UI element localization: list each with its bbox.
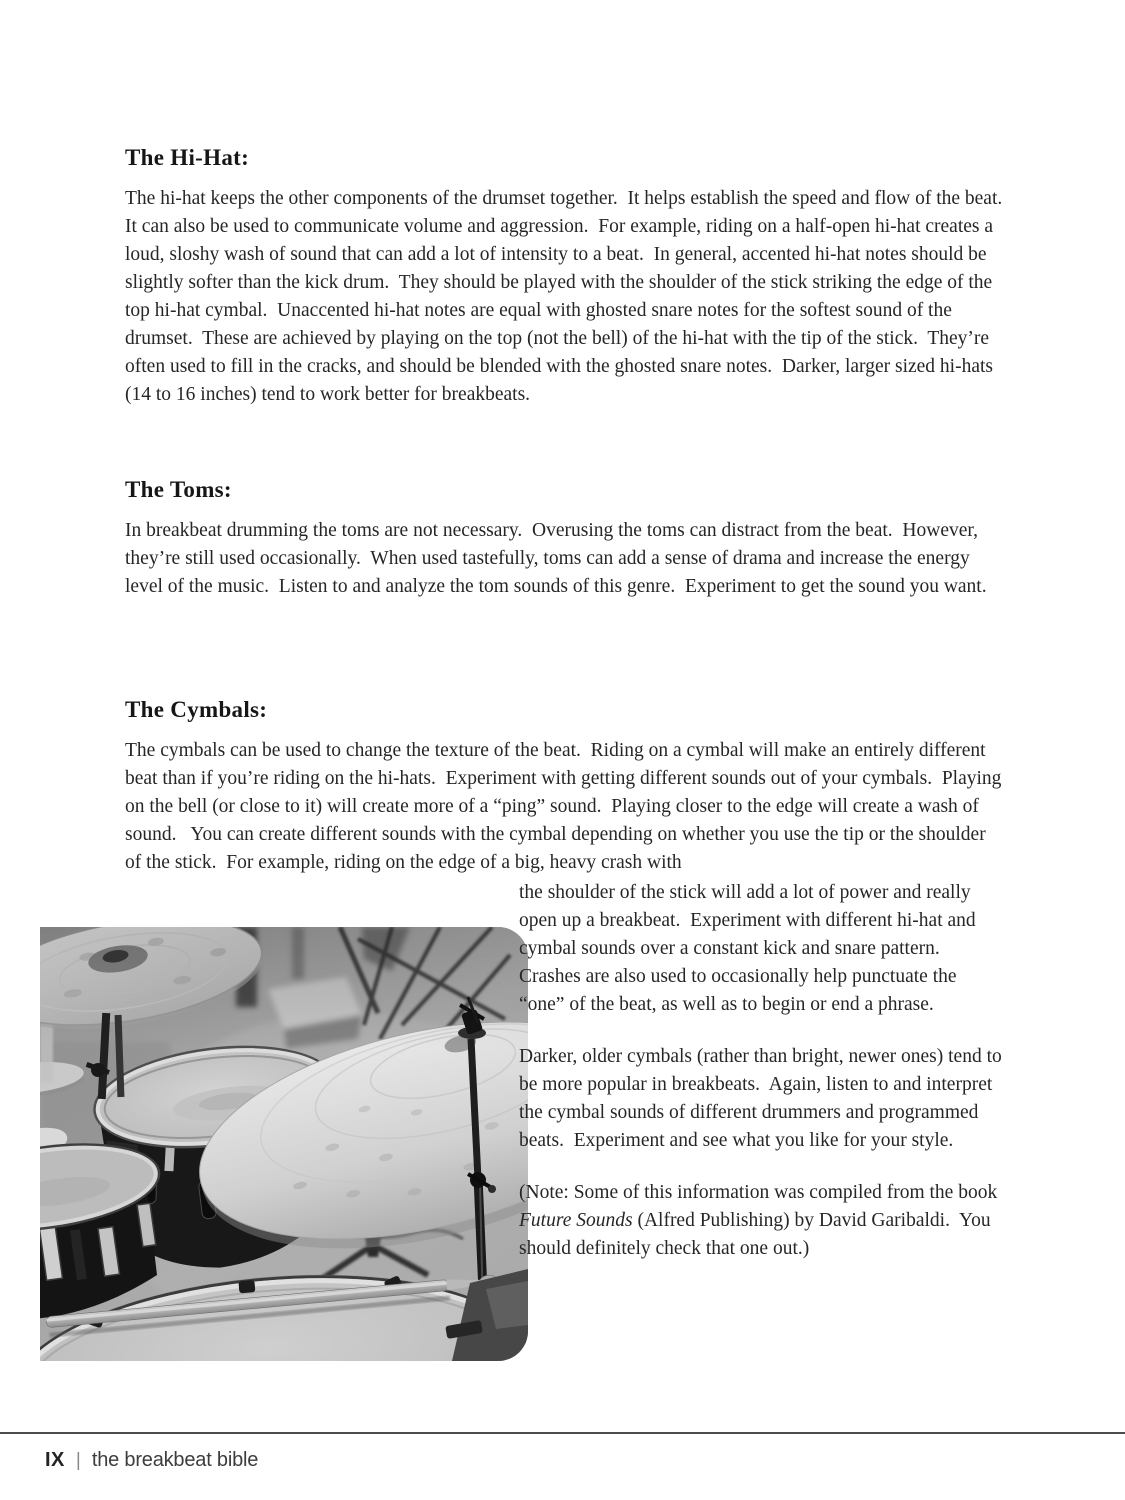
cymbals-wrap-paragraph-2: Darker, older cymbals (rather than bright, newer ones) tend to be more popular in breakbeats. Again, listen to and interpret the cymbal sounds of different drummers and programmed beats. Experiment and see what you like for your style. — [519, 1046, 1007, 1151]
cymbals-wrap-paragraph-1: the shoulder of the stick will add a lot of power and really open up a breakbeat. Experiment with different hi-hat and cymbal sounds over a constant kick and snare pattern. Crashes are also used to occasionally help punctuate the “one” of the beat, as well as to begin or end a phrase. — [519, 882, 981, 1015]
photo-vignette — [40, 927, 528, 1361]
section-hi-hat — [125, 143, 1013, 409]
note-text-before: (Note: Some of this information was compiled from the book — [519, 1182, 1003, 1203]
footer-separator: | — [75, 1450, 81, 1471]
cymbals-wrap-column — [519, 879, 1007, 1263]
section-body-hi-hat: The hi-hat keeps the other components of the drumset together. It helps establish the speed and flow of the beat. It can also be used to communicate volume and aggression. For example, riding on a half-open hi-hat creates a loud, sloshy wash of sound that can add a lot of intensity to a beat. In general, accented hi-hat notes should be slightly softer than the kick drum. They should be played with the shoulder of the stick striking the edge of the top hi-hat cymbal. Unaccented hi-hat notes are equal with ghosted snare notes for the softest sound of the drumset. These are achieved by playing on the top (not the bell) of the hi-hat with the tip of the stick. They’re often used to fill in the cracks, and should be blended with the ghosted snare notes. Darker, larger sized hi-hats (14 to 16 inches) tend to work better for breakbeats. — [125, 188, 1013, 405]
section-cymbals — [125, 695, 1007, 877]
book-title: the breakbeat bible — [91, 1449, 259, 1471]
section-body-toms: In breakbeat drumming the toms are not necessary. Overusing the toms can distract from the beat. However, they’re still used occasionally. When used tastefully, toms can add a sense of drama and increase the energy level of the music. Listen to and analyze the tom sounds of this genre. Experiment to get the sound you want. — [125, 520, 987, 597]
drum-kit-photo — [40, 927, 528, 1361]
page-footer — [45, 1449, 258, 1472]
section-body-cymbals-intro: The cymbals can be used to change the texture of the beat. Riding on a cymbal will make an entirely different beat than if you’re riding on the hi-hats. Experiment with getting different sounds out of your cymbals. Playing on the bell (or close to it) will create more of a “ping” sound. Playing closer to the edge will create a wash of sound. You can create different sounds with the cymbal depending on whether you use the tip or the shoulder of the stick. For example, riding on the edge of a big, heavy crash with — [125, 740, 1007, 873]
section-toms — [125, 475, 1003, 601]
note-text-after: (Alfred Publishing) by David Garibaldi. You should definitely check that one out.) — [519, 1210, 996, 1259]
footer-rule — [0, 1432, 1125, 1434]
section-heading-hi-hat: The Hi-Hat: — [125, 145, 250, 170]
drum-kit-illustration — [40, 927, 528, 1361]
section-heading-toms: The Toms: — [125, 477, 232, 502]
page-number: IX — [45, 1449, 65, 1471]
note-book-title: Future Sounds — [519, 1210, 633, 1231]
section-heading-cymbals: The Cymbals: — [125, 697, 268, 722]
cymbals-note-paragraph — [519, 1179, 1003, 1263]
